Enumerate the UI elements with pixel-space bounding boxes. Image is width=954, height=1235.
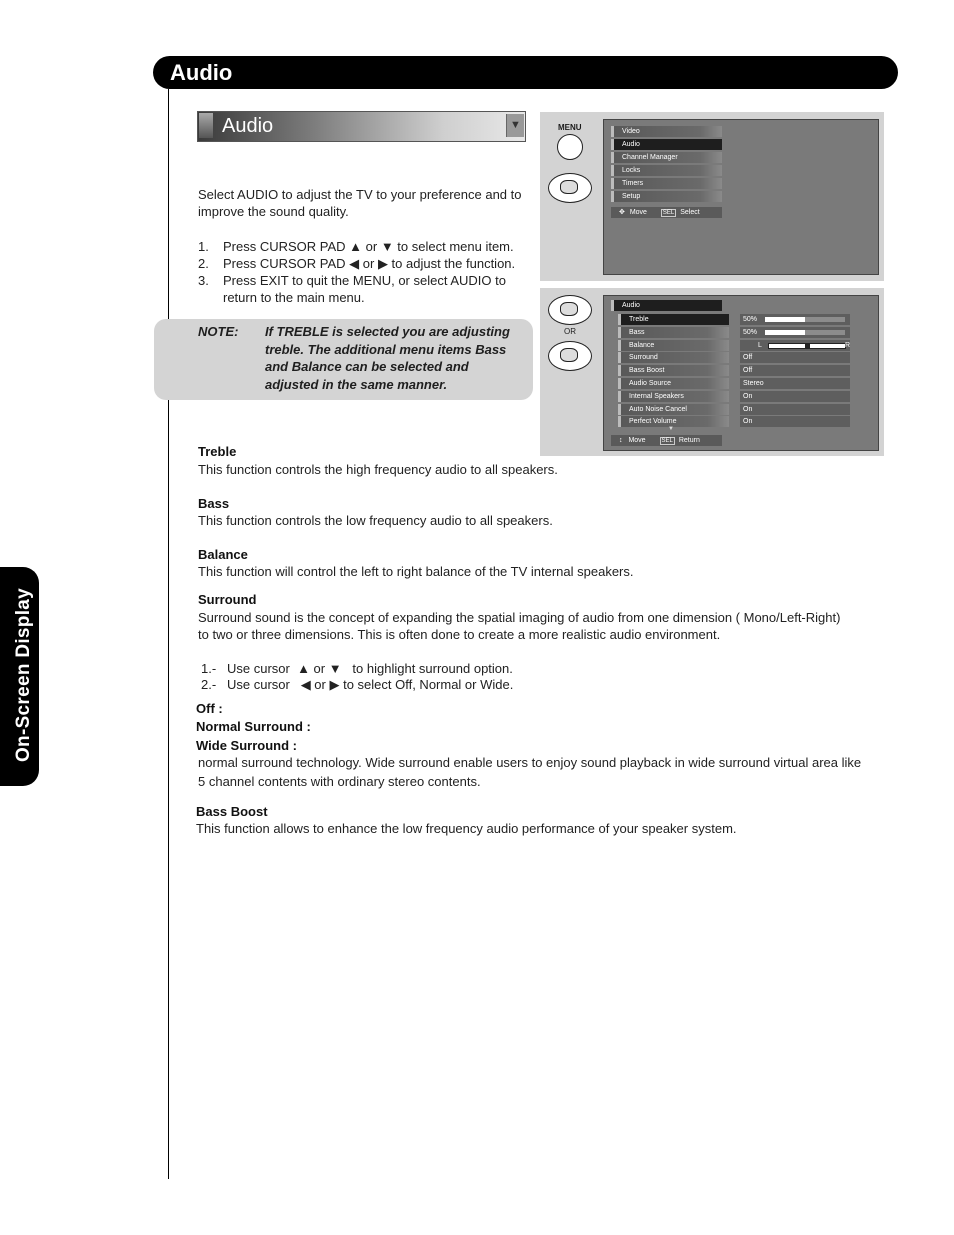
step-text: Press CURSOR PAD ▲ or ▼ to select menu item. bbox=[223, 239, 514, 254]
bass-heading: Bass bbox=[198, 496, 230, 511]
margin-rule bbox=[168, 89, 169, 1179]
dropdown-arrow-icon: ▼ bbox=[506, 114, 524, 137]
section-title: Audio bbox=[222, 115, 274, 137]
treble-value-row bbox=[740, 314, 850, 325]
balance-value-row bbox=[740, 340, 850, 351]
surround-wide-description-2: 5 channel contents with ordinary stereo contents. bbox=[198, 774, 481, 789]
balance-description: This function will control the left to right balance of the TV internal speakers. bbox=[198, 564, 634, 579]
audio-menu-title: Audio bbox=[611, 300, 722, 311]
balance-slider-knob[interactable] bbox=[805, 343, 810, 349]
surround-step-2: 2.- Use cursor ◀ or ▶ to select Off, Normal or Wide. bbox=[201, 677, 514, 692]
surround-wide-label: Wide Surround : bbox=[196, 738, 297, 753]
bass-value-row bbox=[740, 327, 850, 338]
footer-return-label: Return bbox=[678, 437, 700, 444]
surround-description-2: to two or three dimensions. This is often done to create a more realistic audio environment. bbox=[198, 627, 721, 642]
step-item bbox=[198, 255, 538, 272]
steps-list bbox=[198, 238, 538, 306]
treble-heading: Treble bbox=[198, 444, 237, 459]
internal-speakers-value: On bbox=[740, 391, 850, 402]
sel-icon: SEL bbox=[661, 438, 673, 444]
bass-description: This function controls the low frequency audio to all speakers. bbox=[198, 513, 553, 528]
bass-value: 50% bbox=[743, 328, 758, 336]
footer-move-label: Move bbox=[629, 209, 647, 216]
updown-arrows-icon: ↕ bbox=[619, 437, 623, 444]
cursor-pad-leftright[interactable] bbox=[548, 341, 592, 371]
surround-step-1: 1.- Use cursor ▲ or ▼ to highlight surround option. bbox=[201, 661, 513, 676]
surround-heading: Surround bbox=[198, 592, 257, 607]
cursor-pad-center bbox=[560, 348, 578, 362]
cursor-pad[interactable] bbox=[548, 173, 592, 203]
audio-item-balance[interactable]: Balance bbox=[618, 340, 729, 351]
footer-move-label: Move bbox=[628, 437, 646, 444]
surround-off-label: Off : bbox=[196, 701, 223, 716]
menu-footer-1 bbox=[611, 207, 722, 218]
audio-menu-values bbox=[740, 314, 850, 429]
bass-slider-fill bbox=[765, 330, 805, 335]
scroll-down-icon: ▼ bbox=[668, 426, 674, 432]
menu-item-audio[interactable]: Audio bbox=[611, 139, 722, 150]
side-tab-label: On-Screen Display bbox=[13, 587, 34, 763]
step-item bbox=[198, 238, 538, 255]
auto-noise-cancel-value: On bbox=[740, 404, 850, 415]
balance-slider-track[interactable] bbox=[768, 343, 846, 349]
treble-slider-track[interactable] bbox=[765, 317, 845, 322]
bass-slider-track[interactable] bbox=[765, 330, 845, 335]
menu-button-label: MENU bbox=[558, 123, 582, 132]
bass-boost-value: Off bbox=[740, 365, 850, 376]
cursor-pad-center bbox=[560, 180, 578, 194]
balance-left-label: L bbox=[758, 341, 762, 349]
or-label: OR bbox=[564, 327, 576, 336]
surround-value: Off bbox=[740, 352, 850, 363]
step-text: Press CURSOR PAD ◀ or ▶ to adjust the function. bbox=[223, 256, 516, 271]
audio-item-bass-boost[interactable]: Bass Boost bbox=[618, 365, 729, 376]
audio-item-auto-noise-cancel[interactable]: Auto Noise Cancel bbox=[618, 404, 729, 415]
step-number: 1. bbox=[198, 239, 209, 254]
step-item bbox=[198, 272, 538, 306]
audio-item-treble[interactable]: Treble bbox=[618, 314, 729, 325]
sel-icon: SEL bbox=[662, 210, 675, 216]
treble-value: 50% bbox=[743, 316, 758, 323]
menu-button[interactable] bbox=[557, 134, 583, 160]
intro-text: Select AUDIO to adjust the TV to your preference and to improve the sound quality. bbox=[198, 187, 522, 219]
title-box-handle bbox=[199, 113, 213, 138]
balance-heading: Balance bbox=[198, 547, 248, 562]
balance-right-label: R bbox=[845, 341, 851, 349]
audio-item-surround[interactable]: Surround bbox=[618, 352, 729, 363]
cursor-pad-updown[interactable] bbox=[548, 295, 592, 325]
audio-item-perfect-volume[interactable]: Perfect Volume bbox=[618, 416, 729, 427]
audio-item-internal-speakers[interactable]: Internal Speakers bbox=[618, 391, 729, 402]
audio-item-audio-source[interactable]: Audio Source bbox=[618, 378, 729, 389]
step-text: Press EXIT to quit the MENU, or select AUDIO to return to the main menu. bbox=[223, 273, 506, 305]
footer-select-label: Select bbox=[680, 209, 700, 216]
menu-item-channel-manager[interactable]: Channel Manager bbox=[611, 152, 722, 163]
treble-description: This function controls the high frequency audio to all speakers. bbox=[198, 462, 558, 477]
step-number: 3. bbox=[198, 273, 209, 288]
menu-footer-2 bbox=[611, 435, 722, 446]
menu-item-locks[interactable]: Locks bbox=[611, 165, 722, 176]
audio-source-value: Stereo bbox=[740, 378, 850, 389]
note-text: If TREBLE is selected you are adjusting treble. The additional menu items Bass and Balance can be selected and adjusted in the same manner. bbox=[265, 324, 510, 392]
move-arrows-icon: ✥ bbox=[619, 209, 625, 216]
audio-item-bass[interactable]: Bass bbox=[618, 327, 729, 338]
menu-item-setup[interactable]: Setup bbox=[611, 191, 722, 202]
menu-item-video[interactable]: Video bbox=[611, 126, 722, 137]
audio-menu-labels bbox=[618, 314, 729, 429]
bass-boost-heading: Bass Boost bbox=[196, 804, 268, 819]
treble-slider-fill bbox=[765, 317, 805, 322]
bass-boost-description: This function allows to enhance the low frequency audio performance of your speaker system. bbox=[196, 821, 737, 836]
perfect-volume-value: On bbox=[740, 416, 850, 427]
page-title: Audio bbox=[170, 60, 233, 85]
surround-wide-description-1: normal surround technology. Wide surround enable users to enjoy sound playback in wide surround virtual area like bbox=[198, 755, 862, 770]
page-header-bar bbox=[153, 56, 898, 89]
menu-item-timers[interactable]: Timers bbox=[611, 178, 722, 189]
note-label: NOTE: bbox=[198, 324, 239, 339]
surround-normal-label: Normal Surround : bbox=[196, 719, 311, 734]
step-number: 2. bbox=[198, 256, 209, 271]
surround-description-1: Surround sound is the concept of expanding the spatial imaging of audio from one dimension ( Mono/Left-Right) bbox=[198, 610, 841, 625]
cursor-pad-center bbox=[560, 302, 578, 316]
main-menu-list bbox=[611, 126, 722, 204]
